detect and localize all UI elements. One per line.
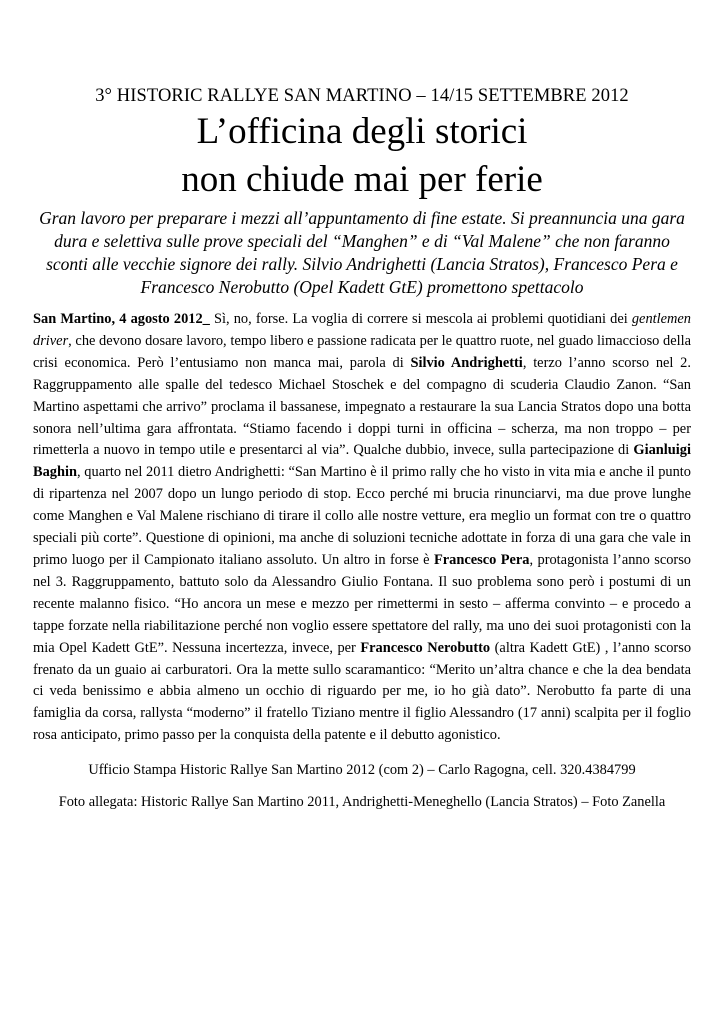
- driver-name-nerobutto: Francesco Nerobutto: [360, 639, 491, 656]
- driver-name-andrighetti: Silvio Andrighetti: [410, 354, 523, 371]
- press-release: [33, 84, 691, 812]
- dateline: San Martino, 4 agosto 2012_: [33, 311, 210, 327]
- subheadline: Gran lavoro per preparare i mezzi all’appuntamento di fine estate. Si preannuncia una gara dura e selettiva sulle prove speciali del “Manghen” e di “Val Malene” che non faranno sconti alle vecchie signore dei rally. Silvio Andrighetti (Lancia Stratos), Francesco Pera e Francesco Nerobutto (Opel Kadett GtE) promettono spettacolo: [39, 208, 685, 297]
- headline-line-1: L’officina degli storici: [196, 111, 528, 152]
- event-kicker: 3° HISTORIC RALLYE SAN MARTINO – 14/15 SETTEMBRE 2012: [95, 86, 629, 106]
- headline: [33, 108, 691, 204]
- article-text-6: (altra Kadett GtE) , l’anno scorso frenato da un guaio ai carburatori. Ora la mette sullo scaramantico: “Merito un’altra chance e che la dea bendata ci veda benissimo e abbia almeno un occhio di riguardo per me, io ho già dato”. Nerobutto fa parte di una famiglia da corsa, rallysta “moderno” il fratello Tiziano mentre il figlio Alessandro (17 anni) scalpita per il foglio rosa anticipato, primo passo per la conquista della patente e il debutto agonistico.: [33, 639, 692, 744]
- photo-credit-line: Foto allegata: Historic Rallye San Martino 2011, Andrighetti-Meneghello (Lancia Stratos) – Foto Zanella: [58, 794, 666, 811]
- driver-name-baghin: Gianluigi Baghin: [33, 442, 691, 481]
- article-text-4: , quarto nel 2011 dietro Andrighetti: “San Martino è il primo rally che ho visto in vita mia e anche il punto di ripartenza nel 2007 dopo un lungo periodo di stop. Ecco perché mi brucia rinunciarvi, ma due prove lunghe come Manghen e Val Malene rischiano di tirare il collo alle nostre vetture, era meglio un format con tre o quattro speciali più corte”. Questione di opinioni, ma anche di soluzioni tecniche adottate in forza di una gara che vale in primo luogo per il Campionato italiano assoluto. Un altro in forse è: [33, 464, 691, 568]
- article-italic-term: gentlemen driver: [33, 311, 691, 349]
- article-body: [33, 309, 691, 747]
- article-text-1: Sì, no, forse. La voglia di correre si mescola ai problemi quotidiani dei: [209, 311, 632, 327]
- press-office-line: Ufficio Stampa Historic Rallye San Martino 2012 (com 2) – Carlo Ragogna, cell. 320.4384799: [88, 762, 636, 779]
- headline-line-2: non chiude mai per ferie: [181, 159, 543, 200]
- article-text-3: , terzo l’anno scorso nel 2. Raggruppamento alle spalle del tedesco Michael Stoschek e del compagno di scuderia Claudio Zanon. “San Martino aspettami che arrivo” proclama il bassanese, impegnato a restaurare la sua Lancia Stratos dopo una botta sonora nell’ultima gara affrontata. “Stiamo facendo i doppi turni in officina – scherza, ma non troppo – per rimetterla a nuovo in tempo utile e presentarci al via”. Qualche dubbio, invece, sulla partecipazione di: [33, 354, 691, 459]
- article-text-5: , protagonista l’anno scorso nel 3. Raggruppamento, battuto solo da Alessandro Giulio Fontana. Il suo problema sono però i postumi di un recente malanno fisico. “Ho ancora un mese e mezzo per rimettermi in sesto – afferma convinto – e procedo a tappe forzate nella riabilitazione perché non voglio essere spettatore del rally, ma uno dei suoi protagonisti con la mia Opel Kadett GtE”. Nessuna incertezza, invece, per: [33, 551, 691, 656]
- driver-name-pera: Francesco Pera: [433, 551, 530, 568]
- article-text-2: , che devono dosare lavoro, tempo libero e passione radicata per le quattro ruote, nel guado limaccioso della crisi economica. Però l’entusiamo non manca mai, parola di: [33, 332, 691, 371]
